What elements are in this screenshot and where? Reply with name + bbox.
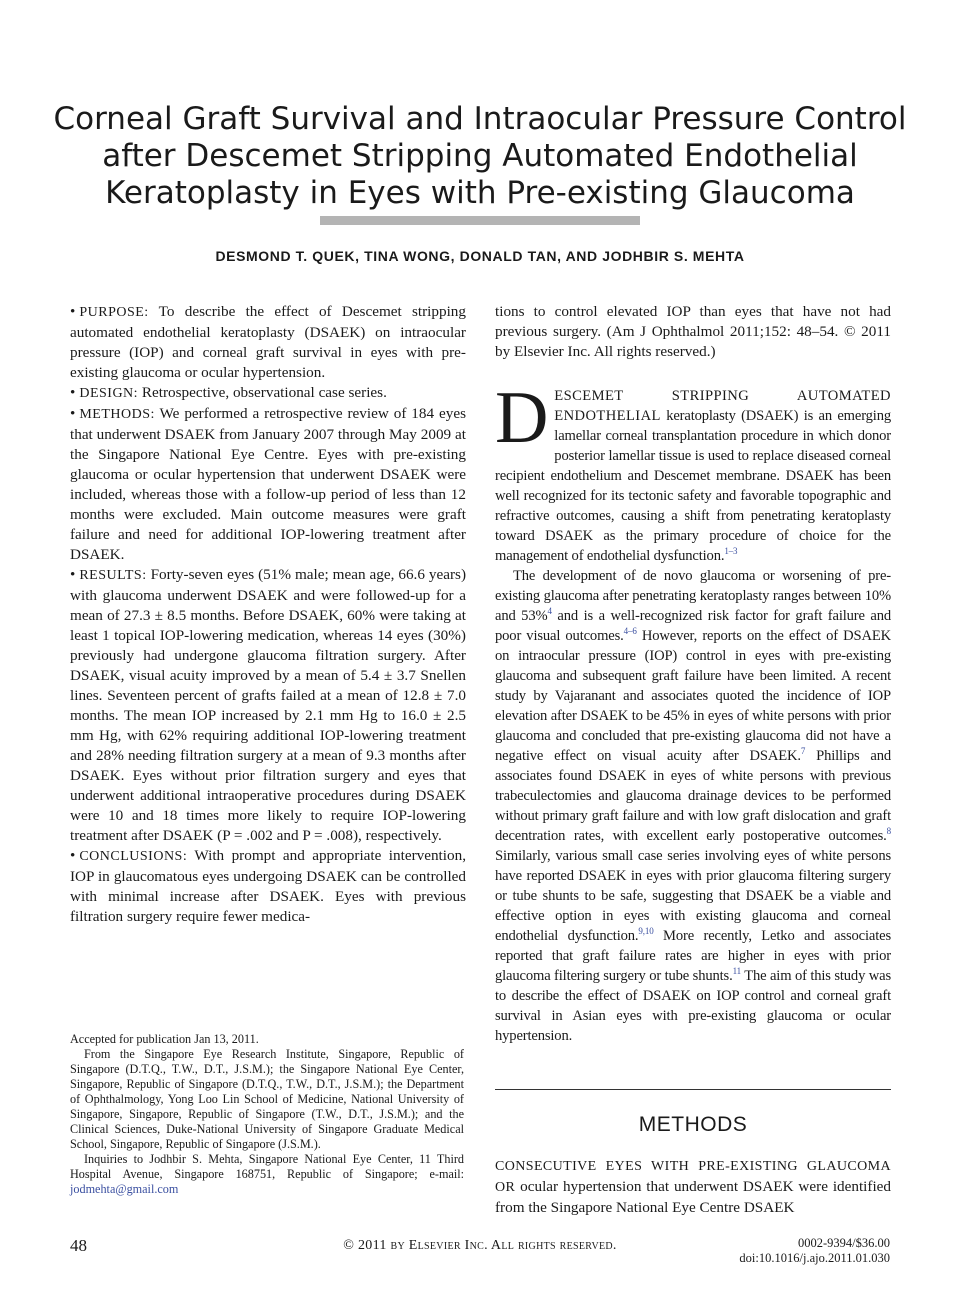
intro-p2-text-a: The development of de novo glaucoma or worsening of pre-existing glaucoma after penetrating keratoplasty ranges between 10% and 53% — [495, 568, 891, 624]
footer-copyright: © 2011 by Elsevier Inc. All rights reserved. — [343, 1238, 617, 1253]
article-title: Corneal Graft Survival and Intraocular Pressure Control after Descemet Stripping Automated Endothelial Keratoplasty in Eyes with Pre-existing Glaucoma — [53, 100, 907, 211]
intro-p2-text-g: The aim of this study was to describe the effect of DSAEK on IOP control and corneal graft survival in Asian eyes with pre-existing glaucoma or ocular hypertension. — [495, 968, 891, 1044]
abstract-results — [70, 565, 466, 846]
purpose-text: To describe the effect of Descemet stripping automated endothelial keratoplasty (DSAEK) on intraocular pressure (IOP) and corneal graft survival in eyes with pre-existing glaucoma or ocular hypertension. — [70, 303, 466, 381]
abstract-purpose — [70, 302, 466, 383]
intro-p2-text-f: More recently, Letko and associates reported that graft failure rates are higher in eyes with prior glaucoma filtering surgery or tube shunts. — [495, 928, 891, 984]
conclusions-label: CONCLUSIONS: — [79, 849, 188, 864]
affiliations: From the Singapore Eye Research Institute, Singapore, Republic of Singapore (D.T.Q., T.W., D.T., J.S.M.); the Singapore National Eye Center, Singapore, Republic of Singapore (D.T.Q., T.W., D.T., J.S.M.); the Department of Ophthalmology, Yong Loo Lin School of Medicine, National University of Singapore, Singapore, Republic of Singapore (T.W., D.T., J.S.M.); and the Clinical Sciences, Duke-National University of Singapore Graduate Medical School, Singapore, Republic of Singapore (J.S.M.). — [70, 1047, 464, 1151]
design-label: DESIGN: — [79, 386, 139, 401]
methods-lead-in: CONSECUTIVE EYES WITH PRE-EXISTING GLAUCOMA OR — [495, 1159, 891, 1195]
methods-label: METHODS: — [79, 407, 155, 422]
author-list: DESMOND T. QUEK, TINA WONG, DONALD TAN, AND JODHBIR S. MEHTA — [215, 248, 745, 264]
drop-cap: D — [495, 377, 549, 459]
body-column — [495, 302, 891, 1046]
intro-p2-text-b: and is a well-recognized risk factor for graft failure and poor visual outcomes. — [495, 608, 891, 644]
bullet-icon: • — [70, 566, 76, 583]
page-number: 48 — [70, 1236, 87, 1255]
citation-ref[interactable]: 11 — [732, 966, 741, 977]
intro-paragraph-2 — [495, 566, 891, 1046]
accepted-date: Accepted for publication Jan 13, 2011. — [70, 1032, 259, 1046]
correspondence — [70, 1152, 464, 1197]
footnote-block — [70, 1032, 464, 1197]
design-text: Retrospective, observational case series. — [141, 384, 387, 401]
abstract-conclusions — [70, 846, 466, 927]
citation-ref[interactable]: 7 — [800, 746, 806, 757]
results-label: RESULTS: — [79, 568, 147, 583]
intro-p2-text-e: Similarly, various small case series involving eyes of white persons have reported DSAEK in eyes with prior glaucoma filtering surgery or tube shunts to be safe, suggesting that DSAEK be a viable and effective option in eyes with existing glaucoma and corneal endothelial dysfunction. — [495, 848, 891, 944]
intro-p2-text-c: However, reports on the effect of DSAEK on intraocular pressure (IOP) control in eyes with pre-existing glaucoma and subsequent graft failure have been limited. A recent study by Vajaranant and associates quoted the incidence of IOP elevation after DSAEK to be 45% in eyes of white persons with prior glaucoma and concluded that pre-existing glaucoma did not have a negative effect on visual acuity after DSAEK. — [495, 628, 891, 764]
abstract-column — [70, 302, 466, 927]
inquiries-text: Inquiries to Jodhbir S. Mehta, Singapore National Eye Center, 11 Third Hospital Avenue, Singapore 168751, Republic of Singapore; — [70, 1152, 464, 1181]
methods-text-body: ocular hypertension that underwent DSAEK were identified from the Singapore National Eye Centre DSAEK — [495, 1178, 892, 1216]
intro-p1-text: keratoplasty (DSAEK) is an emerging lamellar corneal transplantation procedure in which donor posterior lamellar tissue is used to replace diseased corneal recipient endothelium and Descemet membrane. DSAEK has been well recognized for its tectonic safety and favorable topographic and refractive outcomes, causing a shift from penetrating keratoplasty toward DSAEK as the primary procedure of choice for the management of endothelial dysfunction. — [495, 408, 892, 564]
footer-identifiers — [640, 1236, 890, 1266]
bullet-icon: • — [70, 384, 76, 401]
doi[interactable]: doi:10.1016/j.ajo.2011.01.030 — [739, 1251, 890, 1265]
section-divider — [495, 1089, 891, 1090]
citation-ref[interactable]: 8 — [886, 826, 891, 837]
purpose-label: PURPOSE: — [79, 305, 149, 320]
citation-ref[interactable]: 4 — [547, 606, 552, 617]
intro-lead-in: ESCEMET STRIPPING AUTOMATED ENDOTHELIAL — [554, 388, 891, 424]
citation-ref[interactable]: 4–6 — [623, 626, 637, 637]
email-label: e-mail: — [429, 1167, 465, 1181]
methods-text: We performed a retrospective review of 184 eyes that underwent DSAEK from January 2007 through May 2009 at the Singapore National Eye Centre. Eyes with pre-existing glaucoma or ocular hypertension that underwent DSAEK were included, whereas those with a follow-up period of less than 12 months were excluded. Main outcome measures were graft failure and need for additional IOP-lowering treatment after DSAEK. — [70, 405, 466, 563]
abstract-conclusions-continued: tions to control elevated IOP than eyes that have not had previous surgery. (Am J Ophthalmol 2011;152: 48–54. © 2011 by Elsevier Inc. All rights reserved.) — [495, 303, 891, 360]
title-underline-rule — [320, 216, 640, 225]
abstract-design — [70, 383, 466, 404]
methods-heading: METHODS — [638, 1113, 748, 1136]
intro-paragraph-1 — [495, 377, 892, 566]
bullet-icon: • — [70, 847, 76, 864]
email-link[interactable]: jodmehta@gmail.com — [70, 1182, 179, 1196]
bullet-icon: • — [70, 405, 76, 422]
abstract-methods — [70, 404, 466, 565]
citation-ref[interactable]: 1–3 — [724, 546, 738, 557]
conclusions-text-part1: With prompt and appropriate intervention, IOP in glaucomatous eyes undergoing DSAEK can be controlled with minimal increase after DSAEK. Eyes with previous filtration surgery require fewer medica- — [70, 847, 466, 925]
results-text: Forty-seven eyes (51% male; mean age, 66.6 years) with glaucoma underwent DSAEK and were followed-up for a mean of 27.3 ± 8.5 months. Before DSAEK, 60% were taking at least 1 topical IOP-lowering medication, whereas 14 eyes (30%) previously had undergone glaucoma filtration surgery. After DSAEK, visual acuity improved by a mean of 5.4 ± 3.7 Snellen lines. Seventeen percent of grafts failed at a mean of 12.8 ± 7.0 months. The mean IOP increased by 2.1 mm Hg to 16.0 ± 2.5 mm Hg, with 62% requiring additional IOP-lowering treatment and 28% needing filtration surgery at a mean of 9.3 months after DSAEK. Eyes without prior filtration surgery and eyes that underwent additional intraoperative procedures during DSAEK were 10 and 18 times more likely to require IOP-lowering treatment after DSAEK (P = .002 and P = .008), respectively. — [70, 566, 467, 844]
citation-ref[interactable]: 9,10 — [638, 926, 654, 937]
bullet-icon: • — [70, 303, 76, 320]
issn-price: 0002-9394/$36.00 — [797, 1236, 890, 1250]
intro-p2-text-d: Phillips and associates found DSAEK in eyes of white persons with previous trabeculectomies and glaucoma drainage devices to be performed without primary graft failure and with low graft dislocation and graft decentration rates, with excellent early postoperative outcomes. — [495, 748, 891, 844]
methods-paragraph — [495, 1156, 891, 1218]
